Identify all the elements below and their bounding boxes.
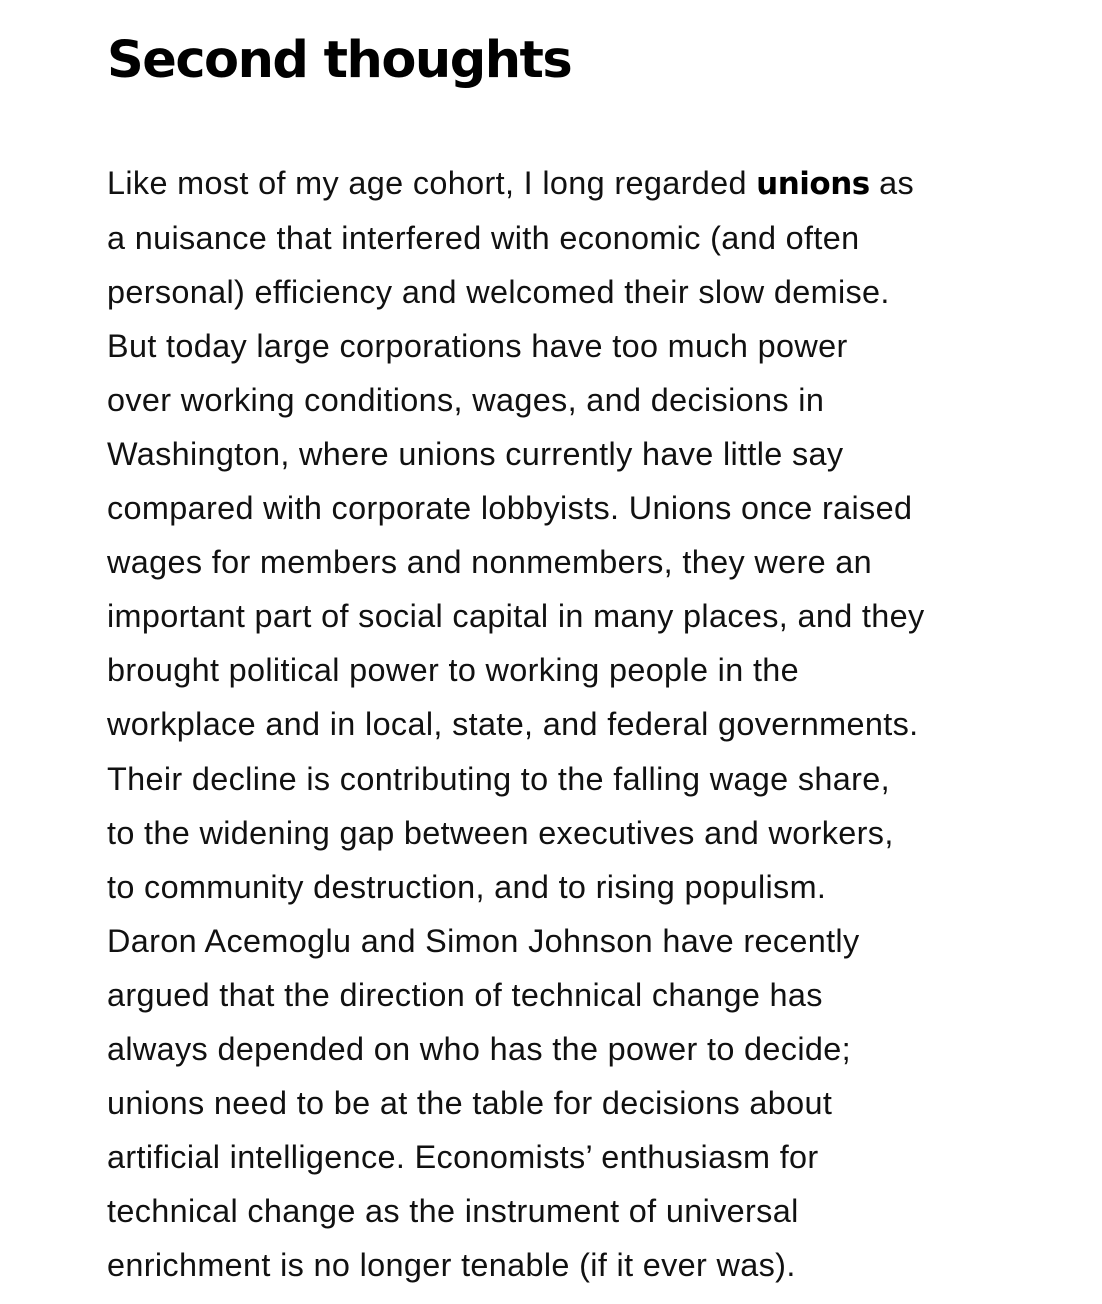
bold-term-unions: unions — [756, 166, 870, 202]
paragraph-line-14: to community destruction, and to rising populism. — [107, 868, 827, 905]
paragraph-line-7: compared with corporate lobbyists. Unions once raised — [107, 490, 913, 527]
section-heading: Second thoughts — [107, 31, 572, 90]
article — [107, 0, 1067, 1292]
paragraph-line-11: workplace and in local, state, and federal governments. — [107, 706, 919, 743]
paragraph-line-1 — [107, 156, 1067, 211]
body-paragraph — [107, 92, 1067, 1292]
paragraph-line-15: Daron Acemoglu and Simon Johnson have recently — [107, 922, 860, 959]
paragraph-line-8: wages for members and nonmembers, they were an — [107, 544, 873, 581]
paragraph-line-4: But today large corporations have too much power — [107, 328, 848, 365]
paragraph-line-12: Their decline is contributing to the falling wage share, — [107, 760, 891, 797]
paragraph-line-16: argued that the direction of technical change has — [107, 976, 823, 1013]
paragraph-line-9: important part of social capital in many places, and they — [107, 598, 925, 635]
paragraph-line-6: Washington, where unions currently have little say — [107, 436, 844, 473]
paragraph-line-10: brought political power to working people in the — [107, 652, 800, 689]
paragraph-line-19: artificial intelligence. Economists’ enthusiasm for — [107, 1138, 819, 1175]
paragraph-line-20: technical change as the instrument of universal — [107, 1192, 799, 1229]
paragraph-line-17: always depended on who has the power to decide; — [107, 1030, 851, 1067]
paragraph-line-2: a nuisance that interfered with economic (and often — [107, 220, 860, 257]
line-text-before: Like most of my age cohort, I long regarded — [107, 165, 757, 201]
line-text-after: as — [869, 165, 915, 201]
paragraph-line-18: unions need to be at the table for decisions about — [107, 1084, 833, 1121]
paragraph-line-13: to the widening gap between executives and workers, — [107, 814, 894, 851]
paragraph-line-5: over working conditions, wages, and decisions in — [107, 382, 825, 419]
paragraph-line-3: personal) efficiency and welcomed their slow demise. — [107, 274, 890, 311]
paragraph-line-21: enrichment is no longer tenable (if it ever was). — [107, 1246, 796, 1283]
